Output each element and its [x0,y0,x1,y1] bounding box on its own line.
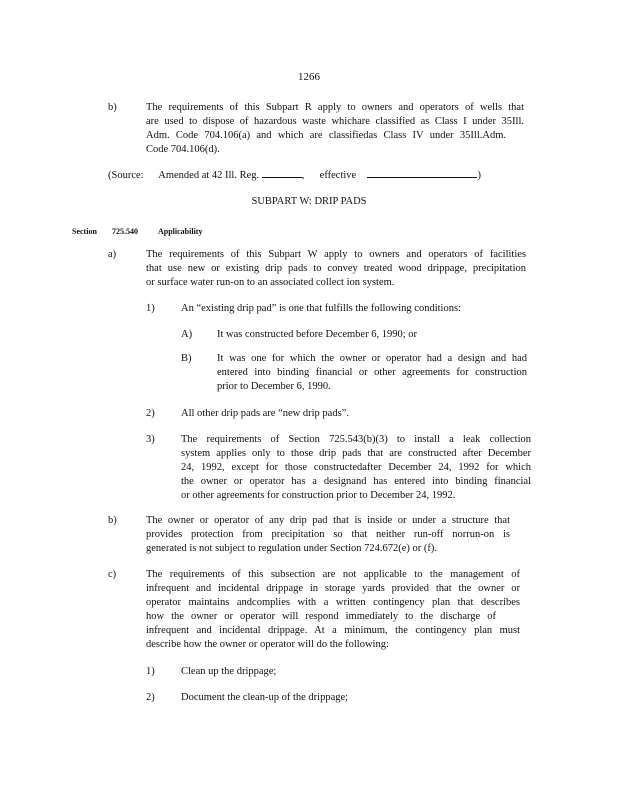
item-text: All other drip pads are “new drip pads”. [181,408,349,419]
item-text: An “existing drip pad” is one that fulfills the following conditions: [181,303,461,314]
subitem-label: B) [181,353,192,364]
item-text: Document the clean-up of the drippage; [181,692,349,703]
subsection-label: a) [108,249,117,260]
subsection-text: The owner or operator of any drip pad that is inside or under a structure that provides protection from precipitation so that neither run-off norrun-on is generated is not subject to regulation under Section 724.672(e) or (f). [146,515,510,554]
item-label: 2) [146,408,155,419]
subsection-text: The requirements of this subsection are not applicable to the management of infrequent and incidental drippage in storage yards provided that the owner or operator maintains andcomplies with a written contingency plan that describes how the owner or operator will respond immediately to the discharge of infrequent and incidental drippage. At a minimum, the contingency plan must describe how the owner or operator will do the following: [146,569,520,650]
register-blank [262,177,302,178]
subsection-text: The requirements of this Subpart W apply to owners and operators of facilities that use new or existing drip pads to convey treated wood drippage, precipitation or surface water run-on to an associated collect ion system. [146,249,526,288]
page-number: 1266 [298,71,320,83]
effective-date-blank [367,177,477,178]
subsection-label: c) [108,569,117,580]
subitem-text: It was one for which the owner or operator had a design and had entered into binding financial or other agreements for construction prior to December 6, 1990. [217,353,527,392]
subitem-text: It was constructed before December 6, 1990; or [217,329,418,340]
subpart-title: SUBPART W: DRIP PADS [251,196,367,207]
item-label: 1) [146,666,155,677]
item-text: Clean up the drippage; [181,666,277,677]
item-label: 2) [146,692,155,703]
subsection-text: The requirements of this Subpart R apply to owners and operators of wells that are used to dispose of hazardous waste whichare classified as Class I under 35Ill. Adm. Code 704.106(a) and which are classifiedas Class IV under 35Ill.Adm. Code 704.106(d). [146,102,524,155]
subsection-label: b) [108,515,117,526]
subsection-label: b) [108,102,117,113]
item-text: The requirements of Section 725.543(b)(3) to install a leak collection system applies only to those drip pads that are constructed after December 24, 1992, except for those constructedafter December 24, 1992 for which the owner or operator has a designand has entered into binding financial or other agreements for construction prior to December 24, 1992. [181,434,531,501]
source-note: (Source: Amended at 42 Ill. Reg. , effective ) [108,170,481,181]
item-label: 3) [146,434,155,445]
item-label: 1) [146,303,155,314]
subitem-label: A) [181,329,193,340]
